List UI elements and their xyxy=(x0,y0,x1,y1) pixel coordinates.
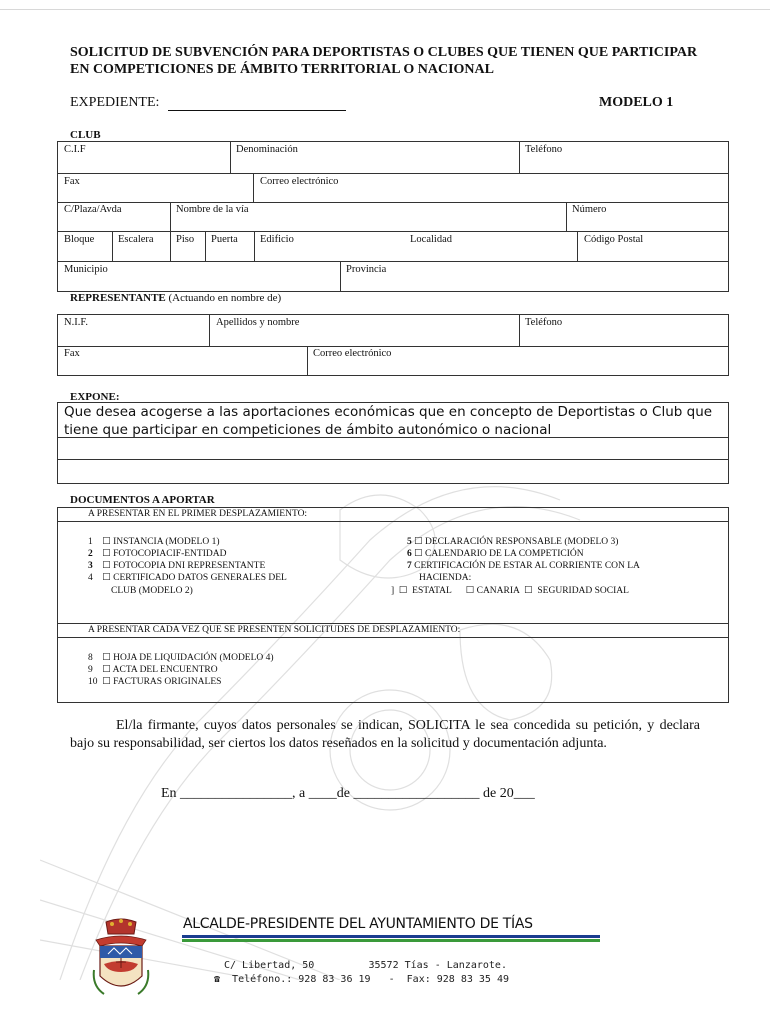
footer-phone: ☎ Teléfono.: 928 83 36 19 - Fax: 928 83 35 49 xyxy=(214,974,510,985)
hacienda-options[interactable]: ] ☐ ESTATAL ☐ CANARIA ☐ SEGURIDAD SOCIAL xyxy=(391,586,629,596)
rep-nif-field[interactable]: N.I.F. xyxy=(64,317,88,328)
doc-item[interactable]: 5 ☐ DECLARACIÓN RESPONSABLE (MODELO 3) xyxy=(407,537,619,547)
modelo-label: MODELO 1 xyxy=(599,95,674,110)
primer-desplazamiento-header: A PRESENTAR EN EL PRIMER DESPLAZAMIENTO: xyxy=(88,509,308,519)
club-puerta-field[interactable]: Puerta xyxy=(211,234,238,245)
fecha-line[interactable]: En ________________, a ____de __________________ de 20___ xyxy=(161,786,535,801)
rep-correo-field[interactable]: Correo electrónico xyxy=(313,348,392,359)
club-provincia-field[interactable]: Provincia xyxy=(346,264,387,275)
club-cif-field[interactable]: C.I.F xyxy=(64,144,86,155)
document-title: SOLICITUD DE SUBVENCIÓN PARA DEPORTISTAS O CLUBES QUE TIENEN QUE PARTICIPAR EN COMPETICIONES DE ÁMBITO TERRITORIAL O NACIONAL xyxy=(70,45,698,77)
doc-item-cont: CLUB (MODELO 2) xyxy=(111,586,193,596)
doc-item[interactable]: 7 CERTIFICACIÓN DE ESTAR AL CORRIENTE CON LA xyxy=(407,561,640,571)
doc-item[interactable]: 2 ☐ FOTOCOPIACIF-ENTIDAD xyxy=(88,549,227,559)
club-escalera-field[interactable]: Escalera xyxy=(118,234,154,245)
representante-table xyxy=(57,314,729,376)
footer-blue-bar xyxy=(182,935,600,938)
club-codigo-postal-field[interactable]: Código Postal xyxy=(584,234,644,245)
club-correo-field[interactable]: Correo electrónico xyxy=(260,176,339,187)
doc-item[interactable]: 8 ☐ HOJA DE LIQUIDACIÓN (MODELO 4) xyxy=(88,653,274,663)
rep-fax-field[interactable]: Fax xyxy=(64,348,80,359)
doc-item[interactable]: 1 ☐ INSTANCIA (MODELO 1) xyxy=(88,537,220,547)
club-localidad-field[interactable]: Localidad xyxy=(410,234,452,245)
documentos-heading: DOCUMENTOS A APORTAR xyxy=(70,494,215,506)
expone-heading: EXPONE: xyxy=(70,391,120,403)
doc-item[interactable]: 6 ☐ CALENDARIO DE LA COMPETICIÓN xyxy=(407,549,584,559)
club-bloque-field[interactable]: Bloque xyxy=(64,234,95,245)
footer-address: C/ Libertad, 50 35572 Tías - Lanzarote. xyxy=(224,960,507,971)
club-municipio-field[interactable]: Municipio xyxy=(64,264,108,275)
club-denominacion-field[interactable]: Denominación xyxy=(236,144,298,155)
doc-item[interactable]: 9 ☐ ACTA DEL ENCUENTRO xyxy=(88,665,218,675)
declaracion-text: El/la firmante, cuyos datos personales se indican, SOLICITA le sea concedida su petición, y declara bajo su responsabilidad, ser ciertos los datos reseñados en la solicitud y documentación adjunta. xyxy=(70,718,700,751)
coat-of-arms-logo xyxy=(92,918,150,1000)
doc-item-cont: HACIENDA: xyxy=(419,573,472,583)
rep-apellidos-field[interactable]: Apellidos y nombre xyxy=(216,317,300,328)
club-nombre-via-field[interactable]: Nombre de la vía xyxy=(176,204,249,215)
cada-desplazamiento-header: A PRESENTAR CADA VEZ QUE SE PRESENTEN SOLICITUDES DE DESPLAZAMIENTO: xyxy=(88,625,461,635)
doc-item[interactable]: 3 ☐ FOTOCOPIA DNI REPRESENTANTE xyxy=(88,561,266,571)
club-numero-field[interactable]: Número xyxy=(572,204,607,215)
expediente-label: EXPEDIENTE: xyxy=(70,95,160,110)
club-telefono-field[interactable]: Teléfono xyxy=(525,144,563,155)
expone-text: Que desea acogerse a las aportaciones económicas que en concepto de Deportistas o Club que tiene que participar en competiciones de ámbito autonómico o nacional xyxy=(64,404,713,438)
doc-item[interactable]: 10 ☐ FACTURAS ORIGINALES xyxy=(88,677,222,687)
club-heading: CLUB xyxy=(70,129,101,141)
club-edificio-field[interactable]: Edificio xyxy=(260,234,294,245)
representante-heading: REPRESENTANTE (Actuando en nombre de) xyxy=(70,292,282,304)
club-table xyxy=(57,141,729,292)
top-divider xyxy=(0,9,770,10)
club-piso-field[interactable]: Piso xyxy=(176,234,195,245)
rep-telefono-field[interactable]: Teléfono xyxy=(525,317,563,328)
footer-title: ALCALDE-PRESIDENTE DEL AYUNTAMIENTO DE TÍAS xyxy=(183,916,533,932)
expediente-field[interactable] xyxy=(168,110,346,111)
club-fax-field[interactable]: Fax xyxy=(64,176,80,187)
club-via-field[interactable]: C/Plaza/Avda xyxy=(64,204,122,215)
doc-item[interactable]: 4 ☐ CERTIFICADO DATOS GENERALES DEL xyxy=(88,573,287,583)
footer-green-bar xyxy=(182,939,600,942)
